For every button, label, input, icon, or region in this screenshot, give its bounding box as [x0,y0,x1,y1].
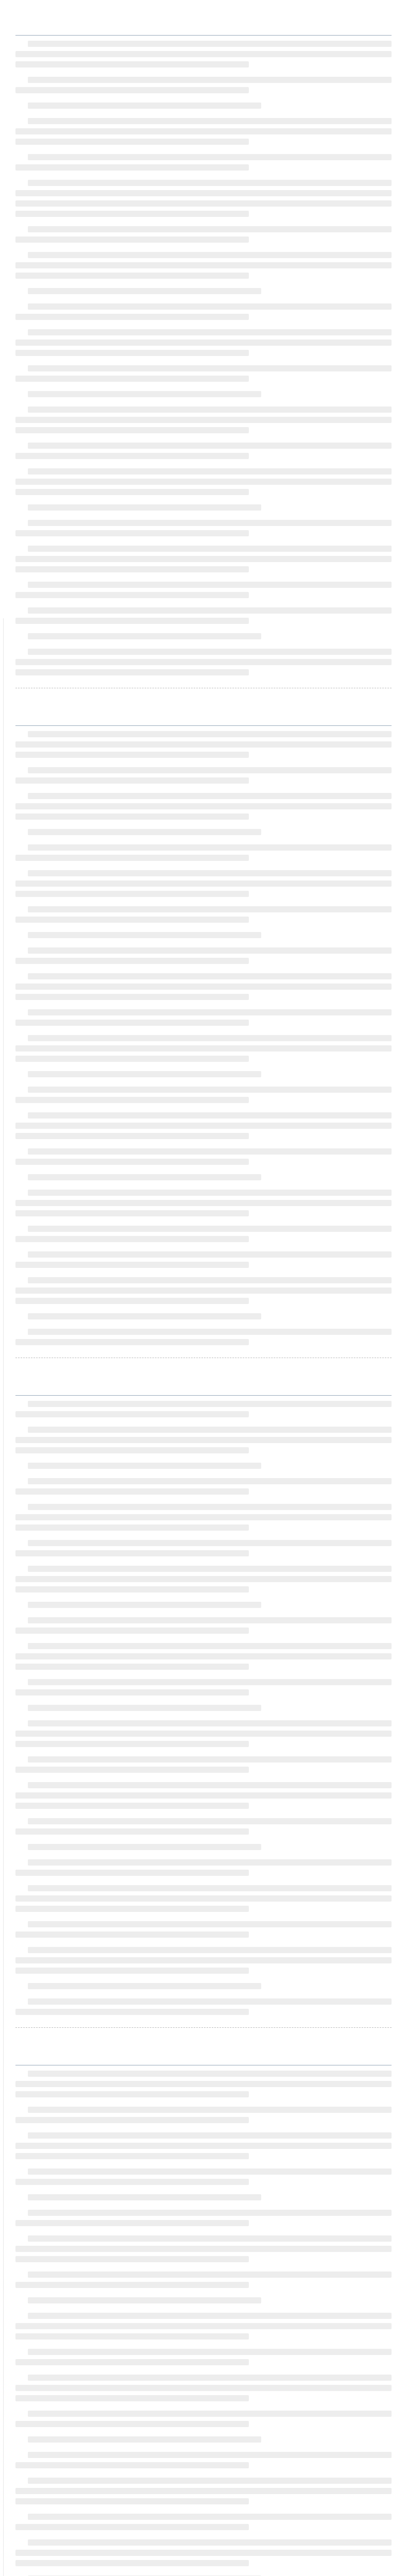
text-line [28,468,392,474]
paragraph-gap [15,824,392,829]
paragraph-gap [15,1612,392,1617]
paragraph-gap [15,1143,392,1148]
paragraph-gap [15,1458,392,1463]
text-line [15,618,249,624]
text-line [28,649,392,655]
paragraph-gap [15,680,392,685]
text-line [28,2132,392,2139]
text-line [28,1782,392,1788]
text-line [28,793,392,799]
text-line [15,2091,249,2097]
paragraph-gap [15,1751,392,1756]
text-line [28,2071,392,2077]
text-line [28,1226,392,1232]
text-line [15,1767,249,1773]
text-line [15,2498,249,2504]
chapter-footer [15,688,392,690]
chapter-body [15,41,392,685]
text-line [15,2395,249,2401]
text-line [28,932,261,938]
text-line [15,1653,392,1659]
paragraph-gap [15,2509,392,2514]
text-line [15,2256,249,2262]
text-line [28,1679,392,1685]
text-line [28,546,392,552]
chapter-body [15,1401,392,2024]
text-line [28,154,392,160]
paragraph-gap [15,1813,392,1818]
text-line [15,2246,392,2252]
text-line [28,226,392,232]
text-line [15,984,392,990]
text-line [28,1174,261,1180]
text-line [15,1097,249,1103]
text-line [28,1756,392,1762]
paragraph-gap [15,865,392,870]
text-line [15,1792,392,1799]
text-line [28,1844,261,1850]
text-line [28,2313,392,2319]
paragraph-gap [15,1535,392,1540]
paragraph-gap [15,2230,392,2235]
text-line [28,1705,261,1711]
text-line [15,2385,392,2391]
text-line [15,530,249,536]
text-line [28,906,392,912]
paragraph-gap [15,2431,392,2436]
paragraph-gap [15,1221,392,1226]
series-heading [15,9,392,18]
text-line [28,1947,392,1953]
text-line [15,1803,249,1809]
paragraph-gap [15,2019,392,2024]
paragraph-gap [15,643,392,649]
text-line [15,2117,249,2123]
text-line [28,1463,261,1469]
chapter-body [15,2071,392,2576]
paragraph-gap [15,1169,392,1174]
paragraph-gap [15,515,392,520]
text-line [15,752,249,758]
text-line [28,1720,392,1726]
paragraph-gap [15,97,392,103]
text-line [28,365,392,371]
paragraph-gap [15,2570,392,2575]
text-line [28,1009,392,1015]
text-line [28,2272,392,2278]
chapter-3 [15,1369,392,2030]
text-line [28,1617,392,1623]
text-line [28,2297,261,2303]
text-line [15,417,392,423]
text-line [28,520,392,526]
text-line [15,803,392,809]
text-line [28,329,392,335]
text-line [15,1298,249,1304]
text-line [28,607,392,614]
paragraph-gap [15,1561,392,1566]
paragraph-gap [15,2292,392,2297]
divider [15,1395,392,1396]
text-line [15,1262,249,1268]
text-line [15,1906,249,1912]
text-line [28,252,392,258]
text-line [15,314,249,320]
paragraph-gap [15,1597,392,1602]
text-line [28,1071,261,1077]
text-line [15,2359,249,2365]
text-line [28,1401,392,1407]
text-line [28,1540,392,1546]
divider [15,725,392,726]
text-line [15,1159,249,1165]
text-line [15,262,392,268]
paragraph-gap [15,2266,392,2272]
text-line [28,2194,261,2200]
text-line [15,669,249,675]
text-line [28,1983,261,1989]
text-line [15,427,249,433]
text-line [28,947,392,954]
paragraph-gap [15,901,392,906]
paragraph-gap [15,762,392,767]
side-watermark [3,618,11,2576]
text-line [15,2333,249,2340]
text-line [15,917,249,923]
paragraph-gap [15,1349,392,1354]
text-line [15,2550,392,2556]
paragraph-gap [15,401,392,406]
text-line [28,2349,392,2355]
text-line [15,994,249,1000]
paragraph-gap [15,2127,392,2132]
text-line [28,633,261,639]
text-line [15,1957,392,1963]
text-line [28,288,261,294]
text-line [15,1741,249,1747]
text-line [15,1550,249,1556]
chapter-footer [15,2027,392,2030]
paragraph-gap [15,324,392,329]
text-line [15,1488,249,1495]
text-line [28,1504,392,1510]
chapter-title [15,709,392,720]
text-line [28,2235,392,2242]
text-line [15,350,249,356]
paragraph-gap [15,1421,392,1427]
text-line [28,1427,392,1433]
paragraph-gap [15,1638,392,1643]
paragraph-gap [15,1308,392,1313]
text-line [15,1870,249,1876]
text-line [15,2488,392,2494]
text-line [15,777,249,784]
paragraph-gap [15,2308,392,2313]
text-line [15,814,249,820]
text-line [28,829,261,835]
text-line [15,556,392,562]
text-line [15,1514,392,1520]
paragraph-gap [15,2447,392,2452]
paragraph-gap [15,1499,392,1504]
text-line [28,2436,261,2443]
text-line [28,1035,392,1041]
paragraph-gap [15,788,392,793]
chapter-title [15,2048,392,2060]
text-line [28,1859,392,1866]
paragraph-gap [15,386,392,391]
paragraph-gap [15,2369,392,2375]
text-line [15,2282,249,2288]
text-line [28,2107,392,2113]
text-line [28,1087,392,1093]
paragraph-gap [15,839,392,844]
text-line [15,340,392,346]
text-line [15,200,392,207]
text-line [15,236,249,243]
paragraph-gap [15,1978,392,1983]
text-line [15,376,249,382]
paragraph-gap [15,2102,392,2107]
paragraph-gap [15,1107,392,1112]
paragraph-gap [15,2344,392,2349]
paragraph-gap [15,1081,392,1087]
text-line [15,1411,249,1417]
text-line [28,1251,392,1258]
paragraph-gap [15,1004,392,1009]
text-line [15,2421,249,2427]
text-line [15,1828,249,1835]
text-line [15,1576,392,1582]
text-line [15,741,392,748]
text-line [28,1313,261,1319]
text-line [28,1478,392,1484]
text-line [28,2478,392,2484]
text-line [28,731,392,737]
text-line [15,2081,392,2087]
paragraph-gap [15,1473,392,1478]
text-line [15,51,392,57]
text-line [15,592,249,598]
paragraph-gap [15,149,392,154]
text-line [15,273,249,279]
text-line [15,479,392,485]
paragraph-gap [15,2205,392,2210]
text-line [28,1921,392,1927]
text-line [15,1045,392,1052]
text-line [28,1602,261,1608]
text-line [28,973,392,979]
text-line [15,2179,249,2185]
paragraph-gap [15,968,392,973]
paragraph-gap [15,540,392,546]
text-line [15,1020,249,1026]
series-heading [15,1369,392,1378]
text-line [15,1133,249,1139]
text-line [15,87,249,93]
paragraph-gap [15,1880,392,1885]
paragraph-gap [15,283,392,288]
text-line [28,180,392,186]
text-line [15,1339,249,1345]
paragraph-gap [15,437,392,443]
text-line [28,844,392,851]
paragraph-gap [15,499,392,504]
text-line [15,190,392,196]
text-line [28,118,392,124]
text-line [15,1236,249,1242]
text-line [15,489,249,495]
text-line [28,391,261,397]
text-line [15,891,249,897]
paragraph-gap [15,1854,392,1859]
text-line [28,303,392,310]
paragraph-gap [15,2189,392,2194]
text-line [15,453,249,459]
chapter-4 [15,2039,392,2576]
text-line [28,443,392,449]
text-line [28,1112,392,1118]
paragraph-gap [15,1993,392,1998]
text-line [15,1056,249,1062]
text-line [28,1818,392,1824]
paragraph-gap [15,1030,392,1035]
paragraph-gap [15,1916,392,1921]
text-line [15,1664,249,1670]
paragraph-gap [15,1674,392,1679]
paragraph-gap [15,942,392,947]
paragraph-gap [15,298,392,303]
paragraph-gap [15,1324,392,1329]
paragraph-gap [15,247,392,252]
text-line [15,164,249,171]
text-line [15,1689,249,1696]
paragraph-gap [15,72,392,77]
text-line [15,1731,392,1737]
paragraph-gap [15,463,392,468]
text-line [15,2560,249,2566]
paragraph-gap [15,113,392,118]
paragraph-gap [15,1700,392,1705]
chapter-1 [15,9,392,690]
paragraph-gap [15,1272,392,1277]
text-line [28,1998,392,2005]
text-line [15,1628,249,1634]
paragraph-gap [15,175,392,180]
text-line [15,659,392,665]
text-line [15,1287,392,1294]
text-line [15,1210,249,1216]
text-line [28,582,392,588]
text-line [28,1190,392,1196]
paragraph-gap [15,1942,392,1947]
paragraph-gap [15,1184,392,1190]
text-line [15,211,249,217]
paragraph-gap [15,2534,392,2539]
text-line [15,2220,249,2226]
text-line [28,406,392,413]
text-line [28,103,261,109]
text-line [15,1931,249,1938]
paragraph-gap [15,602,392,607]
text-line [15,2009,249,2015]
chapter-body [15,731,392,1354]
paragraph-gap [15,2405,392,2411]
text-line [15,2323,392,2329]
text-line [28,41,392,47]
text-line [28,1277,392,1283]
text-line [15,2143,392,2149]
series-heading [15,2039,392,2047]
text-line [15,1895,392,1902]
paragraph-gap [15,1066,392,1071]
chapter-title [15,1379,392,1390]
text-line [28,870,392,876]
paragraph-gap [15,2163,392,2168]
text-line [28,1148,392,1155]
text-line [28,1566,392,1572]
paragraph-gap [15,2472,392,2478]
paragraph-gap [15,577,392,582]
text-line [15,2524,249,2530]
text-line [28,77,392,83]
text-line [15,128,392,134]
paragraph-gap [15,221,392,226]
text-line [15,958,249,964]
text-line [15,61,249,67]
text-line [28,2514,392,2520]
text-line [15,880,392,887]
text-line [15,1200,392,1206]
chapter-2 [15,700,392,1360]
paragraph-gap [15,1839,392,1844]
text-line [28,504,261,511]
text-line [15,1447,249,1453]
text-line [15,1524,249,1531]
chapter-title [15,19,392,30]
series-heading [15,700,392,708]
text-line [15,855,249,861]
paragraph-gap [15,1715,392,1720]
text-line [15,2153,249,2159]
text-line [28,2210,392,2216]
text-line [15,1437,392,1443]
text-line [28,2168,392,2175]
paragraph-gap [15,927,392,932]
paragraph-gap [15,628,392,633]
text-line [15,566,249,572]
divider [15,35,392,36]
chapter-footer [15,1358,392,1360]
text-line [15,139,249,145]
text-line [28,767,392,773]
paragraph-gap [15,1246,392,1251]
text-line [15,2462,249,2468]
paragraph-gap [15,360,392,365]
text-line [15,1968,249,1974]
text-line [28,1885,392,1891]
text-line [28,2539,392,2546]
text-line [28,1329,392,1335]
text-line [28,2375,392,2381]
text-line [28,2452,392,2458]
text-line [28,1643,392,1649]
text-line [15,1123,392,1129]
text-line [28,2411,392,2417]
paragraph-gap [15,1777,392,1782]
text-line [15,1586,249,1592]
